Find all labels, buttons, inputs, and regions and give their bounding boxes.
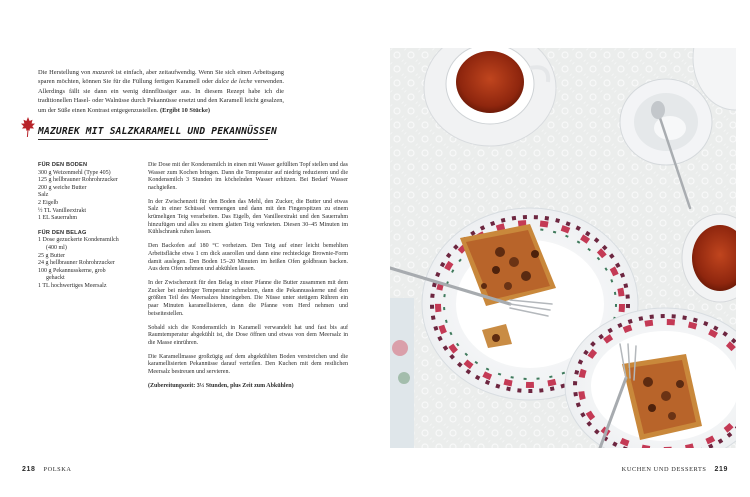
method-step: In der Zwischenzeit für den Belag in einer Pfanne die Butter zusammen mit dem Zucker bei niedriger Temperatur schmelzen, dann die Pekannusskerne und den größten Teil des Meersalzes hineingeben. Die Nüsse unter stetigem Rühren ein paar Minuten karamellisieren, dann die Pfanne vom Herd nehmen und beiseitestellen.: [148, 280, 348, 317]
food-photo: [390, 48, 736, 448]
ingredient-item: 1 EL Sauerrahm: [38, 215, 78, 222]
prep-time-note: (Zubereitungszeit: 3½ Stunden, plus Zeit zum Abkühlen): [148, 382, 294, 389]
ingredient-item: 25 g Butter: [38, 252, 65, 259]
footer-left: [22, 466, 72, 473]
ingredient-item: 1 TL hochwertiges Meersalz: [38, 282, 107, 289]
recipe-title-row: [20, 120, 350, 144]
ingredient-item: 1 Dose gezuckerte Kondensmilch: [38, 237, 119, 244]
method-step: Den Backofen auf 180 °C vorheizen. Den Teig auf einer leicht bemehlten Arbeitsfläche etwa 1 cm dick ausrollen und dann eine rechteckige Brownie-Form damit auslegen. Den Boden 15–20 Minuten im heißen Ofen goldbraun backen. Aus dem Ofen nehmen und abkühlen lassen.: [148, 243, 348, 273]
method-steps: [148, 162, 348, 397]
ingredient-item: 125 g hellbrauner Rohrohrzucker: [38, 177, 118, 184]
footer-right: [622, 466, 728, 473]
ingredient-item: 2 Eigelb: [38, 199, 59, 206]
chapter-label-left: POLSKA: [43, 466, 72, 473]
ingredient-item: Salz: [38, 192, 49, 199]
chapter-label-right: KUCHEN UND DESSERTS: [621, 466, 707, 473]
yield-note: (Ergibt 10 Stücke): [159, 106, 210, 114]
ingredient-item: 24 g hellbrauner Rohrohrzucker: [38, 260, 115, 267]
page-number-right: 219: [714, 466, 728, 473]
ingredient-item: ½ TL Vanilleextrakt: [38, 207, 87, 214]
page-number-left: 218: [22, 466, 36, 473]
ingredient-item: (400 ml): [46, 244, 67, 251]
method-step: Die Karamellmasse großzügig auf dem abgekühlten Boden verstreichen und die karamellisierten Pekannüsse darauf verteilen. Den Kuchen mit dem restlichen Meersalz bestreuen und servieren.: [148, 353, 348, 376]
method-step: Sobald sich die Kondensmilch in Karamell verwandelt hat und fast bis auf Raumtemperatur abgekühlt ist, die Dose öffnen und etwas von dem Meersalz in die Masse einrühren.: [148, 324, 348, 346]
recipe-title: MAZUREK MIT SALZKARAMELL UND PEKANNÜSSEN: [38, 126, 278, 137]
ingredients-heading-base: FÜR DEN BODEN: [38, 162, 88, 168]
maple-leaf-icon: [20, 116, 36, 138]
method-step: Die Dose mit der Kondensmilch in einen mit Wasser gefüllten Topf stellen und das Wasser zum Kochen bringen. Dann die Temperatur auf niedrig reduzieren und die Kondensmilch 3 Stunden im köchelnden Wasser erhitzen. Bei Bedarf Wasser nachgießen.: [148, 162, 348, 191]
ingredients-heading-topping: FÜR DEN BELAG: [38, 229, 87, 236]
food-photo-illustration: [390, 48, 736, 448]
ingredient-item: 200 g weiche Butter: [38, 184, 87, 191]
ingredients-list: [38, 162, 138, 291]
ingredient-item: 300 g Weizenmehl (Type 405): [38, 169, 111, 176]
intro-paragraph: Die Herstellung von mazurek ist einfach, aber zeitaufwendig. Wenn Sie sich einen Arbeitsgang sparen möchten, können Sie für die Füllung fertigen Karamell oder dulce de leche verwenden. Allerdings fällt sie dann ein wenig dünnflüssiger aus. In diesem Rezept habe ich die traditionellen Hasel- oder Walnüsse durch Pekannüsse ersetzt und den Karamell leicht gesalzen, um der Süße einen Kontrast entgegenzustellen. (Ergibt 10 Stücke): [38, 69, 285, 114]
method-step: In der Zwischenzeit für den Boden das Mehl, den Zucker, die Butter und etwas Salz in einer Schüssel vermengen und dann mit den Fingerspitzen zu einem krümeligen Teig verarbeiten. Das Eigelb, den Vanilleextrakt und den Sauerrahm hinzufügen und alles zu einem glatten Teig verkneten. Diesen 30–45 Minuten im Kühlschrank ruhen lassen.: [148, 198, 348, 236]
ingredient-item: 100 g Pekannusskerne, grob: [38, 267, 106, 274]
title-underline: [38, 139, 268, 140]
ingredient-item: gehackt: [46, 275, 65, 282]
